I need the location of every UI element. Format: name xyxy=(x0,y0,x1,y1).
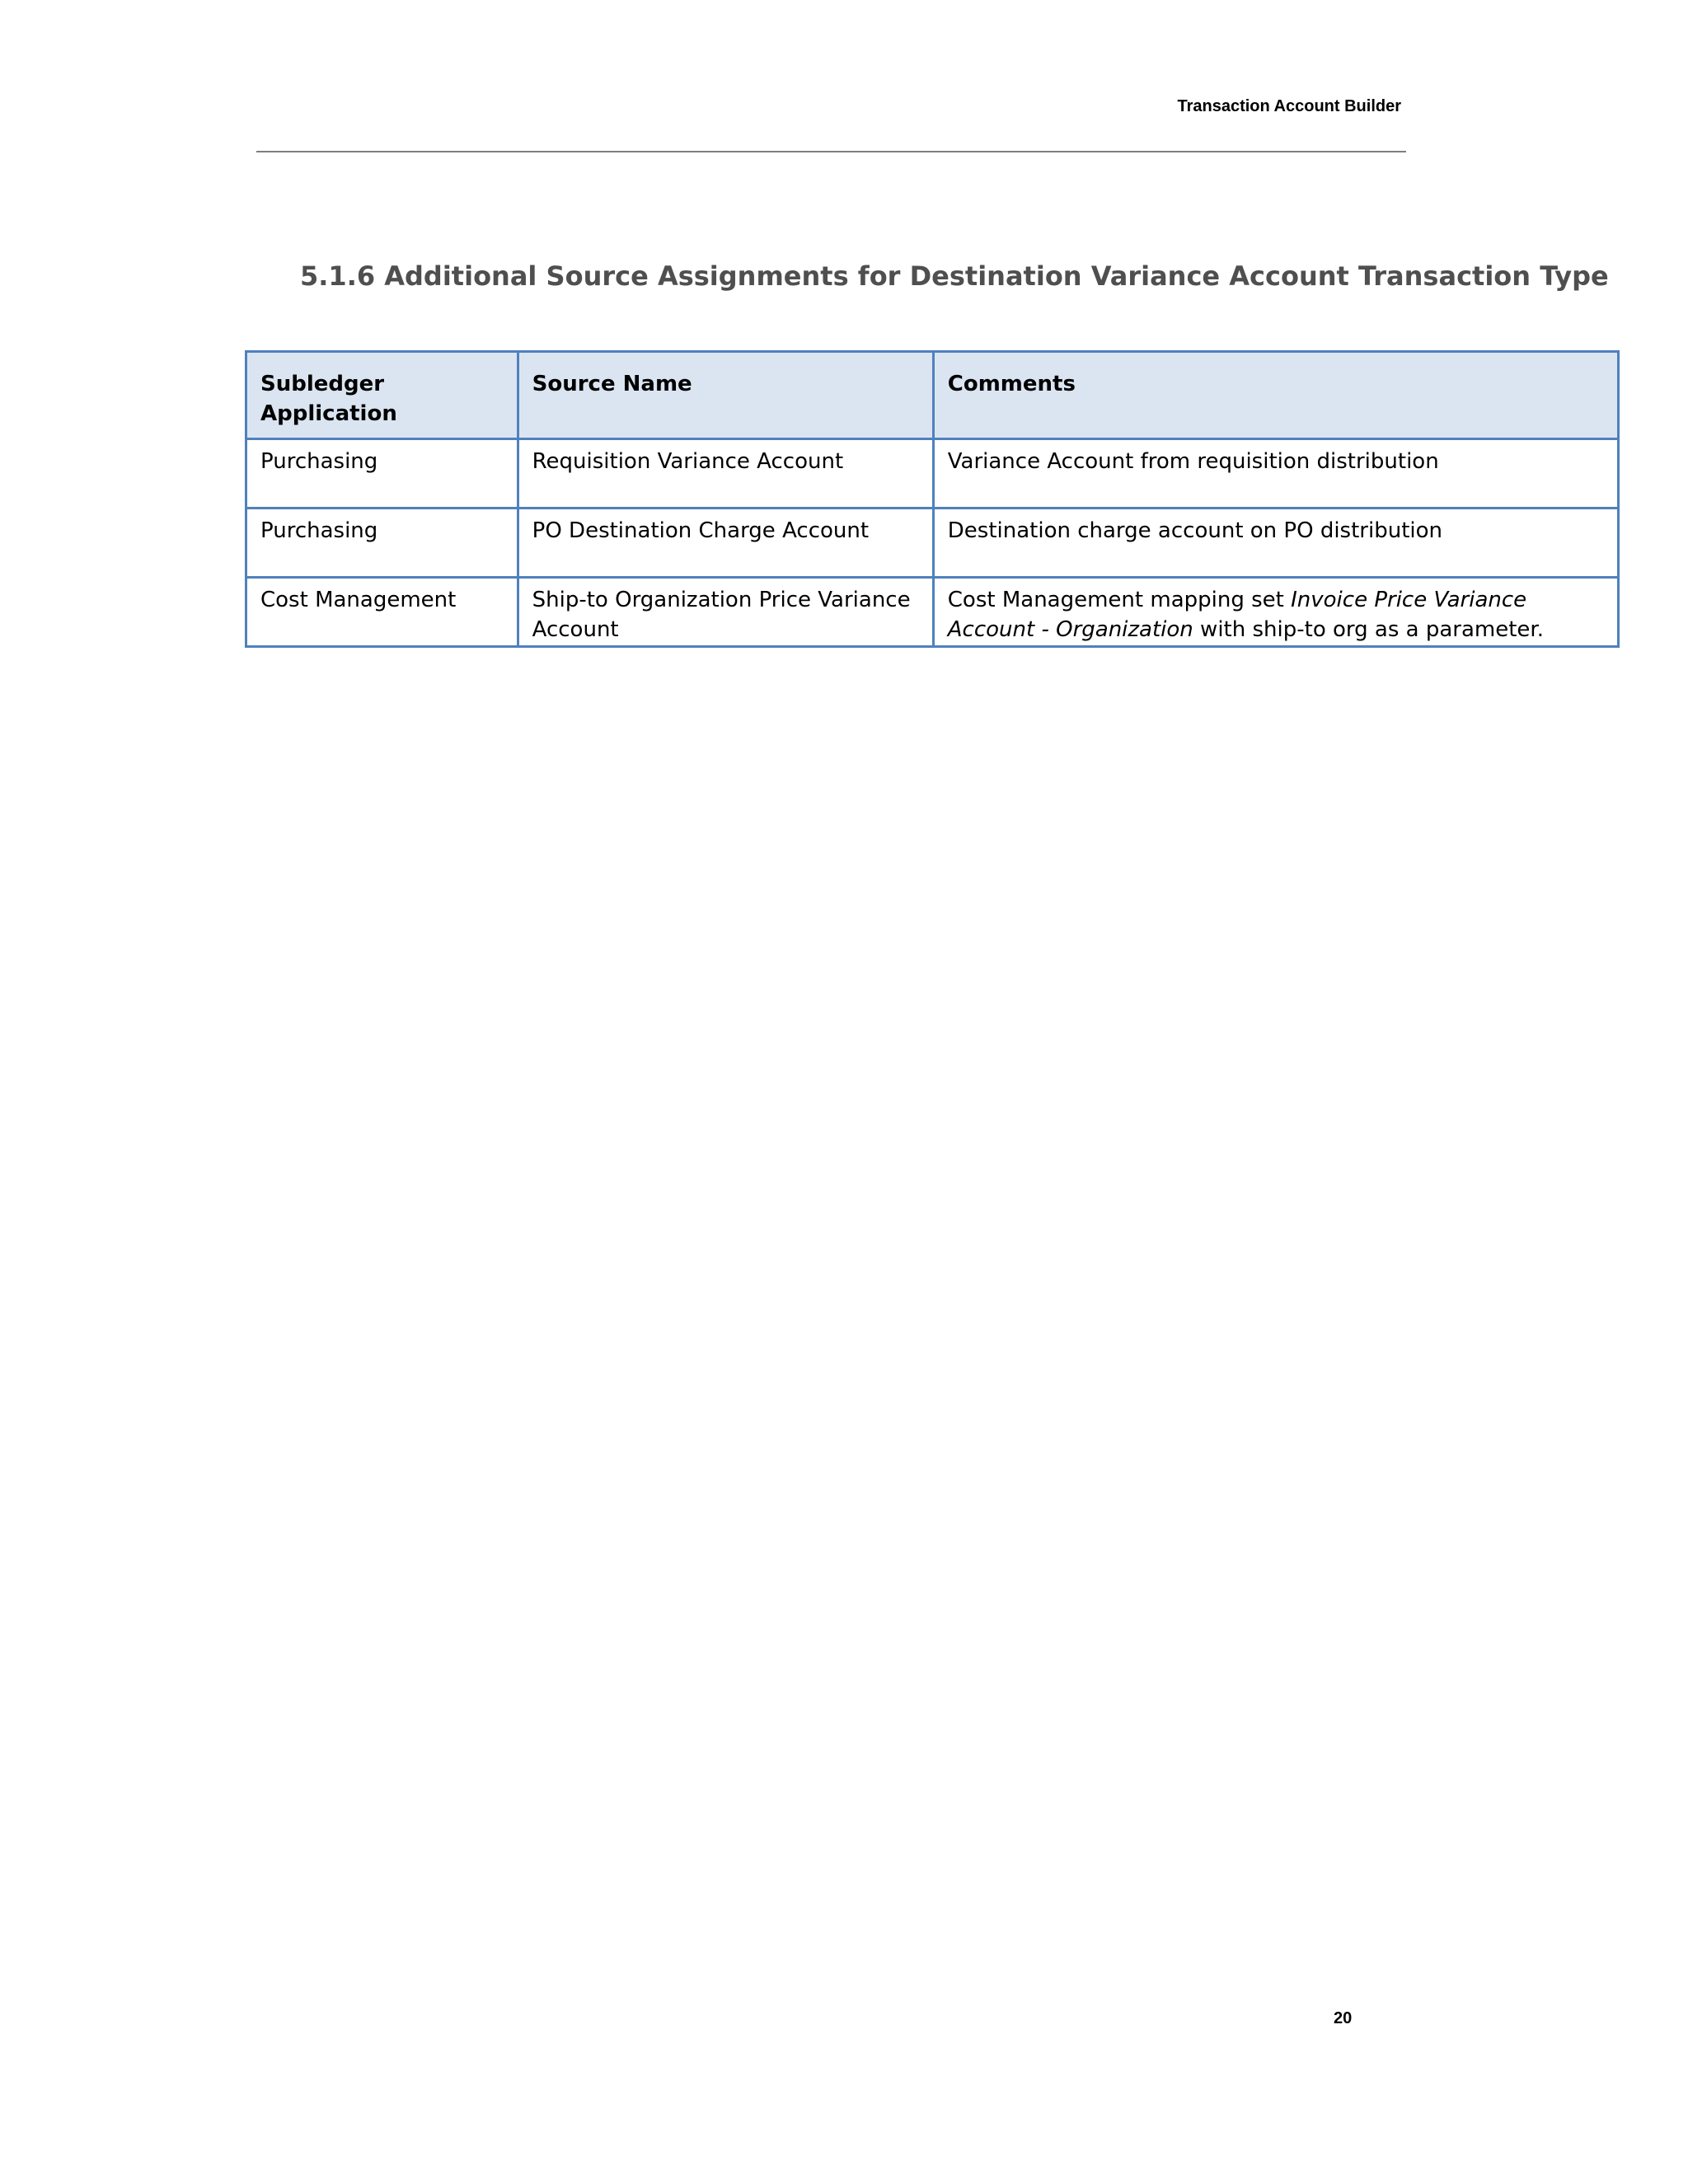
table-header-row xyxy=(246,352,1619,439)
cell-application: Purchasing xyxy=(246,509,518,578)
table-row xyxy=(246,439,1619,509)
source-assignments-table xyxy=(245,350,1620,648)
comment-text-tail: with ship-to org as a parameter. xyxy=(1193,617,1544,642)
cell-source-name: Ship-to Organization Price Variance Account xyxy=(518,578,933,647)
cell-comments xyxy=(933,578,1618,647)
table-row xyxy=(246,509,1619,578)
cell-comments xyxy=(933,439,1618,509)
page-number: 20 xyxy=(1334,2009,1353,2027)
comment-text: Variance Account from requisition distribution xyxy=(947,449,1439,474)
cell-application: Purchasing xyxy=(246,439,518,509)
cell-source-name: Requisition Variance Account xyxy=(518,439,933,509)
column-header-source-name: Source Name xyxy=(518,352,933,439)
header-divider xyxy=(256,151,1406,152)
column-header-subledger-application: Subledger Application xyxy=(246,352,518,439)
cell-source-name: PO Destination Charge Account xyxy=(518,509,933,578)
section-title: 5.1.6 Additional Source Assignments for Destination Variance Account Transaction Type xyxy=(300,260,1609,292)
comment-text: Cost Management mapping set xyxy=(947,588,1292,612)
table-row xyxy=(246,578,1619,647)
comment-italic-text: Invoice Price Variance Account - Organization xyxy=(947,588,1527,642)
cell-comments xyxy=(933,509,1618,578)
comment-text: Destination charge account on PO distribution xyxy=(947,518,1442,543)
cell-application: Cost Management xyxy=(246,578,518,647)
column-header-comments: Comments xyxy=(933,352,1618,439)
running-header: Transaction Account Builder xyxy=(1177,97,1401,115)
